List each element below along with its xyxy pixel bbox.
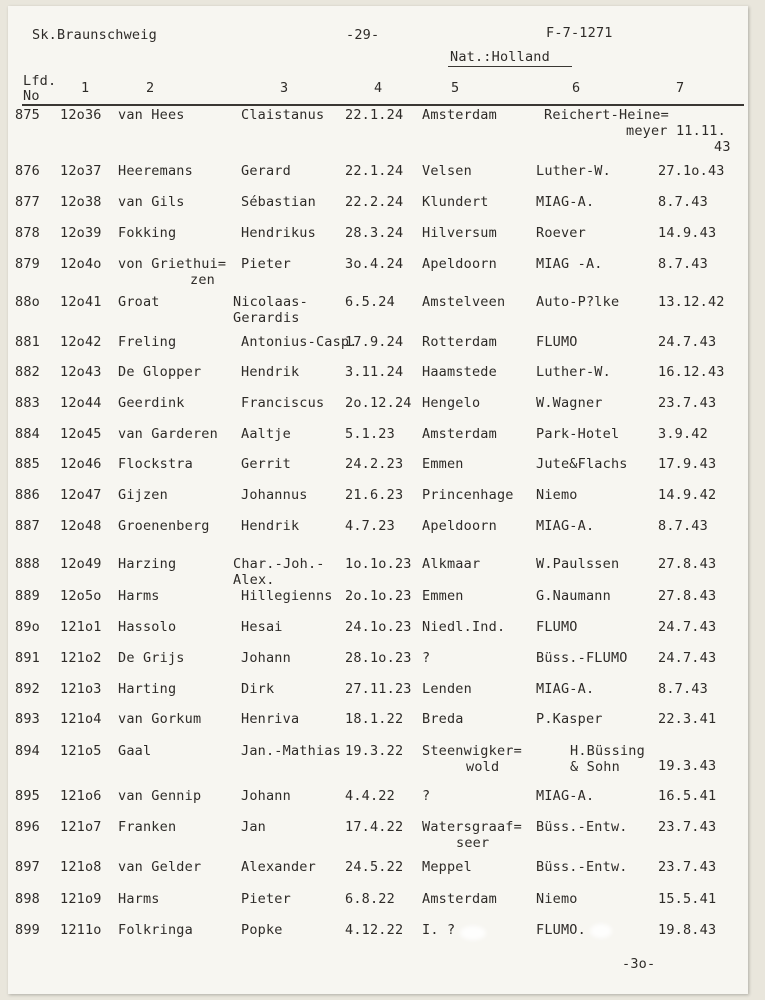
column-header-no: No <box>23 88 40 104</box>
lfd-cell: 886 <box>15 487 40 503</box>
given-name-cell: Char.-Joh.- <box>233 556 325 572</box>
given-name-cell: Hendrik <box>241 518 300 534</box>
employer-cell: Reichert-Heine= <box>544 107 669 123</box>
number-cell: 121o1 <box>60 619 102 635</box>
date-cell: 22.3.41 <box>658 711 717 727</box>
surname-cell: von Griethui= <box>118 256 227 272</box>
birth-date-cell: 2o.12.24 <box>345 395 412 411</box>
given-name-cell: Johann <box>241 650 291 666</box>
given-name-cell: Pieter <box>241 891 291 907</box>
surname-cell: Harting <box>118 681 177 697</box>
employer-cell: MIAG-A. <box>536 194 595 210</box>
birth-date-cell: 24.5.22 <box>345 859 404 875</box>
employer-cell: Roever <box>536 225 586 241</box>
birth-place-cell: Apeldoorn <box>422 518 497 534</box>
birth-date-cell: 1o.1o.23 <box>345 556 412 572</box>
number-cell: 12o41 <box>60 294 102 310</box>
surname-cell: Groenenberg <box>118 518 210 534</box>
employer-cell: MIAG-A. <box>536 681 595 697</box>
number-cell: 12o46 <box>60 456 102 472</box>
employer-cell: FLUMO <box>536 334 578 350</box>
document-page <box>8 6 748 994</box>
given-name-cell: Franciscus <box>241 395 325 411</box>
surname-cell: Fokking <box>118 225 177 241</box>
birth-date-cell: 24.1o.23 <box>345 619 412 635</box>
number-cell: 12o36 <box>60 107 102 123</box>
employer-cell: P.Kasper <box>536 711 603 727</box>
surname-cell: Folkringa <box>118 922 193 938</box>
number-cell: 12o5o <box>60 588 102 604</box>
date-cell: 8.7.43 <box>658 194 708 210</box>
lfd-cell: 879 <box>15 256 40 272</box>
date-cell: 19.8.43 <box>658 922 717 938</box>
surname-cell: Gijzen <box>118 487 168 503</box>
surname-cell: Freling <box>118 334 177 350</box>
birth-place-cell: Apeldoorn <box>422 256 497 272</box>
given-name-cell: Hillegienns <box>241 588 333 604</box>
birth-date-cell: 19.3.22 <box>345 743 404 759</box>
given-name-cell: Alexander <box>241 859 316 875</box>
surname-cell: Heeremans <box>118 163 193 179</box>
surname-cell: Hassolo <box>118 619 177 635</box>
employer-cell: Niemo <box>536 487 578 503</box>
birth-place-cell: Klundert <box>422 194 489 210</box>
date-cell: 8.7.43 <box>658 681 708 697</box>
birth-place-cell: Hengelo <box>422 395 481 411</box>
given-name-cell: Dirk <box>241 681 275 697</box>
lfd-cell: 875 <box>15 107 40 123</box>
birth-place-cell: Hilversum <box>422 225 497 241</box>
given-name-cell: Claistanus <box>241 107 325 123</box>
date-cell: 8.7.43 <box>658 518 708 534</box>
number-cell: 12o4o <box>60 256 102 272</box>
date-cell: 14.9.43 <box>658 225 717 241</box>
next-page-number: -3o- <box>622 956 656 972</box>
date-cell: 27.8.43 <box>658 588 717 604</box>
birth-place-cell: ? <box>422 650 431 666</box>
birth-date-cell: 22.2.24 <box>345 194 404 210</box>
column-header-1: 1 <box>81 80 90 96</box>
surname-cell: van Gils <box>118 194 185 210</box>
number-cell: 12o37 <box>60 163 102 179</box>
nationality-header: Nat.:Holland <box>450 49 550 65</box>
surname-cell: Franken <box>118 819 177 835</box>
lfd-cell: 883 <box>15 395 40 411</box>
surname-cell: Groat <box>118 294 160 310</box>
column-header-3: 3 <box>280 80 289 96</box>
lfd-cell: 888 <box>15 556 40 572</box>
number-cell: 121o7 <box>60 819 102 835</box>
birth-place-cell: I. ? <box>422 922 456 938</box>
birth-place-continuation: wold <box>466 759 500 775</box>
header-rule <box>22 104 744 106</box>
birth-place-cell: Amstelveen <box>422 294 506 310</box>
column-header-2: 2 <box>146 80 155 96</box>
given-name-cell: Jan.-Mathias <box>241 743 341 759</box>
birth-place-cell: Emmen <box>422 456 464 472</box>
birth-date-cell: 4.7.23 <box>345 518 395 534</box>
lfd-cell: 896 <box>15 819 40 835</box>
given-name-cell: Hesai <box>241 619 283 635</box>
birth-date-cell: 5.1.23 <box>345 426 395 442</box>
birth-place-cell: Haamstede <box>422 364 497 380</box>
surname-cell: van Gennip <box>118 788 202 804</box>
lfd-cell: 876 <box>15 163 40 179</box>
date-cell: 17.9.43 <box>658 456 717 472</box>
birth-date-cell: 2o.1o.23 <box>345 588 412 604</box>
birth-date-cell: 17.4.22 <box>345 819 404 835</box>
birth-place-cell: Lenden <box>422 681 472 697</box>
birth-place-cell: Amsterdam <box>422 891 497 907</box>
page-number: -29- <box>346 27 380 43</box>
surname-cell: Harms <box>118 588 160 604</box>
employer-cell: Jute&Flachs <box>536 456 628 472</box>
employer-cell: MIAG-A. <box>536 788 595 804</box>
date-cell: 16.5.41 <box>658 788 717 804</box>
surname-cell: Gaal <box>118 743 152 759</box>
date-cell: 19.3.43 <box>658 758 717 774</box>
number-cell: 1211o <box>60 922 102 938</box>
employer-cell: Park-Hotel <box>536 426 620 442</box>
employer-cell: W.Wagner <box>536 395 603 411</box>
birth-place-cell: Alkmaar <box>422 556 481 572</box>
given-name-cell: Popke <box>241 922 283 938</box>
lfd-cell: 877 <box>15 194 40 210</box>
birth-place-cell: Niedl.Ind. <box>422 619 506 635</box>
employer-cell: Büss.-FLUMO <box>536 650 628 666</box>
lfd-cell: 881 <box>15 334 40 350</box>
birth-date-cell: 24.2.23 <box>345 456 404 472</box>
given-name-cell: Gerard <box>241 163 291 179</box>
lfd-cell: 899 <box>15 922 40 938</box>
given-name-cell: Sébastian <box>241 194 316 210</box>
surname-cell: De Glopper <box>118 364 202 380</box>
number-cell: 12o49 <box>60 556 102 572</box>
given-name-continuation: Gerardis <box>233 310 300 326</box>
employer-continuation: & Sohn <box>570 759 620 775</box>
date-cell: 43 <box>714 139 731 155</box>
number-cell: 12o39 <box>60 225 102 241</box>
employer-cell: H.Büssing <box>570 743 645 759</box>
birth-place-cell: Watersgraaf= <box>422 819 522 835</box>
employer-cell: FLUMO <box>536 619 578 635</box>
employer-cell: W.Paulssen <box>536 556 620 572</box>
date-cell: 27.1o.43 <box>658 163 725 179</box>
column-header-5: 5 <box>451 80 460 96</box>
number-cell: 12o47 <box>60 487 102 503</box>
birth-place-cell: ? <box>422 788 431 804</box>
birth-date-cell: 6.5.24 <box>345 294 395 310</box>
birth-date-cell: 18.1.22 <box>345 711 404 727</box>
lfd-cell: 885 <box>15 456 40 472</box>
number-cell: 12o38 <box>60 194 102 210</box>
number-cell: 12o42 <box>60 334 102 350</box>
column-header-4: 4 <box>374 80 383 96</box>
surname-cell: De Grijs <box>118 650 185 666</box>
date-cell: 23.7.43 <box>658 395 717 411</box>
lfd-cell: 892 <box>15 681 40 697</box>
employer-cell: MIAG-A. <box>536 518 595 534</box>
lfd-cell: 887 <box>15 518 40 534</box>
column-header-7: 7 <box>676 80 685 96</box>
paper-smudge <box>460 926 486 940</box>
lfd-cell: 889 <box>15 588 40 604</box>
birth-date-cell: 28.3.24 <box>345 225 404 241</box>
surname-continuation: zen <box>190 272 215 288</box>
given-name-cell: Jan <box>241 819 266 835</box>
lfd-cell: 882 <box>15 364 40 380</box>
number-cell: 121o3 <box>60 681 102 697</box>
birth-place-cell: Amsterdam <box>422 107 497 123</box>
number-cell: 121o4 <box>60 711 102 727</box>
number-cell: 12o48 <box>60 518 102 534</box>
date-cell: 27.8.43 <box>658 556 717 572</box>
employer-continuation: meyer 11.11. <box>626 123 726 139</box>
birth-place-cell: Princenhage <box>422 487 514 503</box>
employer-cell: Niemo <box>536 891 578 907</box>
birth-place-cell: Amsterdam <box>422 426 497 442</box>
birth-date-cell: 22.1.24 <box>345 107 404 123</box>
lfd-cell: 884 <box>15 426 40 442</box>
paper-smudge <box>590 924 612 938</box>
given-name-cell: Gerrit <box>241 456 291 472</box>
date-cell: 24.7.43 <box>658 650 717 666</box>
lfd-cell: 878 <box>15 225 40 241</box>
date-cell: 24.7.43 <box>658 334 717 350</box>
date-cell: 3.9.42 <box>658 426 708 442</box>
birth-date-cell: 17.9.24 <box>345 334 404 350</box>
employer-cell: FLUMO. <box>536 922 586 938</box>
lfd-cell: 895 <box>15 788 40 804</box>
lfd-cell: 89o <box>15 619 40 635</box>
birth-place-cell: Rotterdam <box>422 334 497 350</box>
location-header: Sk.Braunschweig <box>32 27 157 43</box>
surname-cell: van Gorkum <box>118 711 202 727</box>
birth-place-cell: Steenwigker= <box>422 743 522 759</box>
lfd-cell: 893 <box>15 711 40 727</box>
birth-date-cell: 21.6.23 <box>345 487 404 503</box>
given-name-cell: Hendrik <box>241 364 300 380</box>
number-cell: 121o2 <box>60 650 102 666</box>
date-cell: 15.5.41 <box>658 891 717 907</box>
birth-place-cell: Breda <box>422 711 464 727</box>
birth-place-cell: Velsen <box>422 163 472 179</box>
file-reference: F-7-1271 <box>546 25 613 41</box>
birth-date-cell: 4.12.22 <box>345 922 404 938</box>
employer-cell: G.Naumann <box>536 588 611 604</box>
birth-date-cell: 22.1.24 <box>345 163 404 179</box>
surname-cell: Harzing <box>118 556 177 572</box>
birth-date-cell: 28.1o.23 <box>345 650 412 666</box>
employer-cell: Auto-P?lke <box>536 294 620 310</box>
date-cell: 23.7.43 <box>658 819 717 835</box>
given-name-cell: Nicolaas- <box>233 294 308 310</box>
number-cell: 12o44 <box>60 395 102 411</box>
employer-cell: Büss.-Entw. <box>536 819 628 835</box>
lfd-cell: 897 <box>15 859 40 875</box>
number-cell: 121o5 <box>60 743 102 759</box>
lfd-cell: 898 <box>15 891 40 907</box>
employer-cell: Büss.-Entw. <box>536 859 628 875</box>
number-cell: 121o9 <box>60 891 102 907</box>
column-header-lfd: Lfd. <box>23 73 57 89</box>
number-cell: 121o6 <box>60 788 102 804</box>
date-cell: 23.7.43 <box>658 859 717 875</box>
surname-cell: van Gelder <box>118 859 202 875</box>
date-cell: 16.12.43 <box>658 364 725 380</box>
given-name-cell: Pieter <box>241 256 291 272</box>
surname-cell: van Garderen <box>118 426 218 442</box>
date-cell: 24.7.43 <box>658 619 717 635</box>
date-cell: 13.12.42 <box>658 294 725 310</box>
lfd-cell: 891 <box>15 650 40 666</box>
employer-cell: Luther-W. <box>536 163 611 179</box>
birth-place-cell: Meppel <box>422 859 472 875</box>
given-name-cell: Antonius-Casp. <box>241 334 358 350</box>
date-cell: 14.9.42 <box>658 487 717 503</box>
given-name-cell: Johann <box>241 788 291 804</box>
number-cell: 121o8 <box>60 859 102 875</box>
number-cell: 12o43 <box>60 364 102 380</box>
given-name-cell: Johannus <box>241 487 308 503</box>
lfd-cell: 88o <box>15 294 40 310</box>
employer-cell: Luther-W. <box>536 364 611 380</box>
birth-place-continuation: seer <box>456 835 490 851</box>
given-name-continuation: Alex. <box>233 572 275 588</box>
lfd-cell: 894 <box>15 743 40 759</box>
birth-date-cell: 3.11.24 <box>345 364 404 380</box>
given-name-cell: Aaltje <box>241 426 291 442</box>
employer-cell: MIAG -A. <box>536 256 603 272</box>
nationality-underline <box>448 66 572 67</box>
column-header-6: 6 <box>572 80 581 96</box>
surname-cell: Flockstra <box>118 456 193 472</box>
birth-date-cell: 3o.4.24 <box>345 256 404 272</box>
date-cell: 8.7.43 <box>658 256 708 272</box>
birth-date-cell: 6.8.22 <box>345 891 395 907</box>
birth-date-cell: 4.4.22 <box>345 788 395 804</box>
given-name-cell: Hendrikus <box>241 225 316 241</box>
birth-date-cell: 27.11.23 <box>345 681 412 697</box>
surname-cell: Harms <box>118 891 160 907</box>
surname-cell: van Hees <box>118 107 185 123</box>
surname-cell: Geerdink <box>118 395 185 411</box>
number-cell: 12o45 <box>60 426 102 442</box>
birth-place-cell: Emmen <box>422 588 464 604</box>
given-name-cell: Henriva <box>241 711 300 727</box>
